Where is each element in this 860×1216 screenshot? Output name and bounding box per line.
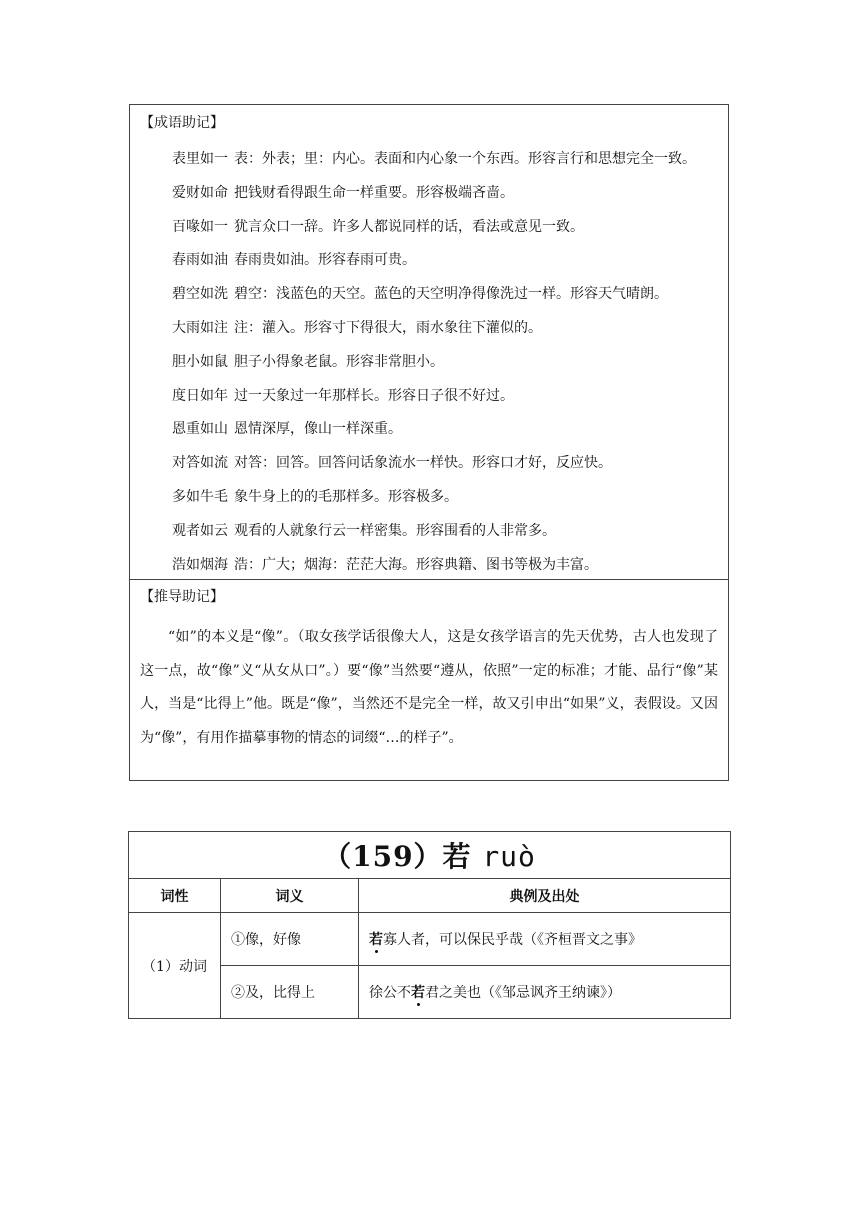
idiom-item: [172, 250, 696, 284]
example-keyword: 若: [369, 932, 383, 948]
entry-title: [129, 832, 731, 879]
idiom-gloss: 春雨贵如油。形容春雨可贵。: [234, 252, 416, 269]
table-row: [129, 913, 731, 966]
example-pre: 徐公不: [369, 985, 411, 1001]
idiom-list: [172, 149, 696, 588]
idiom-gloss: 碧空：浅蓝色的天空。蓝色的天空明净得像洗过一样。形容天气晴朗。: [234, 286, 668, 303]
idiom-gloss: 把钱财看得跟生命一样重要。形容极端吝啬。: [234, 184, 514, 201]
idiom-gloss: 注：灌入。形容寸下得很大，雨水象往下灌似的。: [234, 319, 542, 336]
idiom-word: 多如牛毛: [172, 488, 228, 505]
idiom-gloss: 浩：广大；烟海：茫茫大海。形容典籍、图书等极为丰富。: [234, 556, 598, 573]
idiom-word: 度日如年: [172, 387, 228, 404]
idiom-gloss: 象牛身上的的毛那样多。形容极多。: [234, 488, 458, 505]
idiom-word: 观者如云: [172, 522, 228, 539]
idiom-section-title: 【成语助记】: [140, 115, 224, 131]
idiom-gloss: 胆子小得象老鼠。形容非常胆小。: [234, 353, 444, 370]
idiom-gloss: 观看的人就象行云一样密集。形容围看的人非常多。: [234, 522, 556, 539]
idiom-word: 百喙如一: [172, 218, 228, 235]
character-entry-table: [128, 831, 731, 1019]
meaning-cell: ①像，好像: [221, 913, 359, 966]
header-pos: 词性: [129, 879, 221, 913]
idiom-word: 恩重如山: [172, 421, 228, 438]
mnemonic-box: [129, 104, 729, 781]
idiom-word: 碧空如洗: [172, 286, 228, 303]
derivation-text: “如”的本义是“像”。（取女孩学话很像大人，这是女孩学语言的先天优势，古人也发现了这一点，故“像”义“从女从口”。）要“像”当然要“遵从，依照”一定的标准；才能、品行“像”某人，当是“比得上”他。既是“像”，当然还不是完全一样，故又引申出“如果”义，表假设。又因为“像”，有用作描摹事物的情态的词缀“…的样子”。: [140, 629, 718, 746]
example-post: 寡人者，可以保民乎哉（《齐桓晋文之事》: [383, 932, 642, 948]
idiom-word: 春雨如油: [172, 252, 228, 269]
idiom-item: [172, 487, 696, 521]
entry-title-text: （159）若: [323, 840, 472, 873]
derivation-section-title: 【推导助记】: [140, 589, 224, 605]
example-cell: [359, 913, 731, 966]
idiom-item: [172, 352, 696, 386]
idiom-item: [172, 183, 696, 217]
idiom-gloss: 过一天象过一年那样长。形容日子很不好过。: [234, 387, 514, 404]
idiom-word: 大雨如注: [172, 319, 228, 336]
example-keyword: 若: [411, 985, 425, 1001]
idiom-gloss: 恩情深厚，像山一样深重。: [234, 421, 402, 438]
idiom-word: 表里如一: [172, 151, 228, 167]
pos-cell: （1）动词: [129, 913, 221, 1019]
idiom-item: [172, 284, 696, 318]
idiom-word: 爱财如命: [172, 184, 228, 201]
idiom-item: [172, 386, 696, 420]
header-meaning: 词义: [221, 879, 359, 913]
idiom-item: [172, 318, 696, 352]
idiom-item: [172, 521, 696, 555]
entry-pinyin: ruò: [482, 840, 536, 873]
idiom-item: [172, 453, 696, 487]
idiom-item: [172, 419, 696, 453]
idiom-word: 对答如流: [172, 455, 228, 472]
idiom-gloss: 表：外表；里：内心。表面和内心象一个东西。形容言行和思想完全一致。: [234, 151, 696, 167]
idiom-word: 浩如烟海: [172, 556, 228, 573]
idiom-gloss: 犹言众口一辞。许多人都说同样的话，看法或意见一致。: [234, 218, 584, 235]
example-cell: [359, 966, 731, 1019]
example-post: 君之美也（《邹忌讽齐王纳谏》）: [425, 985, 621, 1001]
idiom-gloss: 对答：回答。回答问话象流水一样快。形容口才好，反应快。: [234, 455, 612, 472]
idiom-word: 胆小如鼠: [172, 353, 228, 370]
header-example: 典例及出处: [359, 879, 731, 913]
idiom-item: [172, 217, 696, 251]
idiom-section: [130, 105, 728, 580]
idiom-item: [172, 149, 696, 183]
meaning-cell: ②及，比得上: [221, 966, 359, 1019]
derivation-section: [130, 579, 728, 781]
